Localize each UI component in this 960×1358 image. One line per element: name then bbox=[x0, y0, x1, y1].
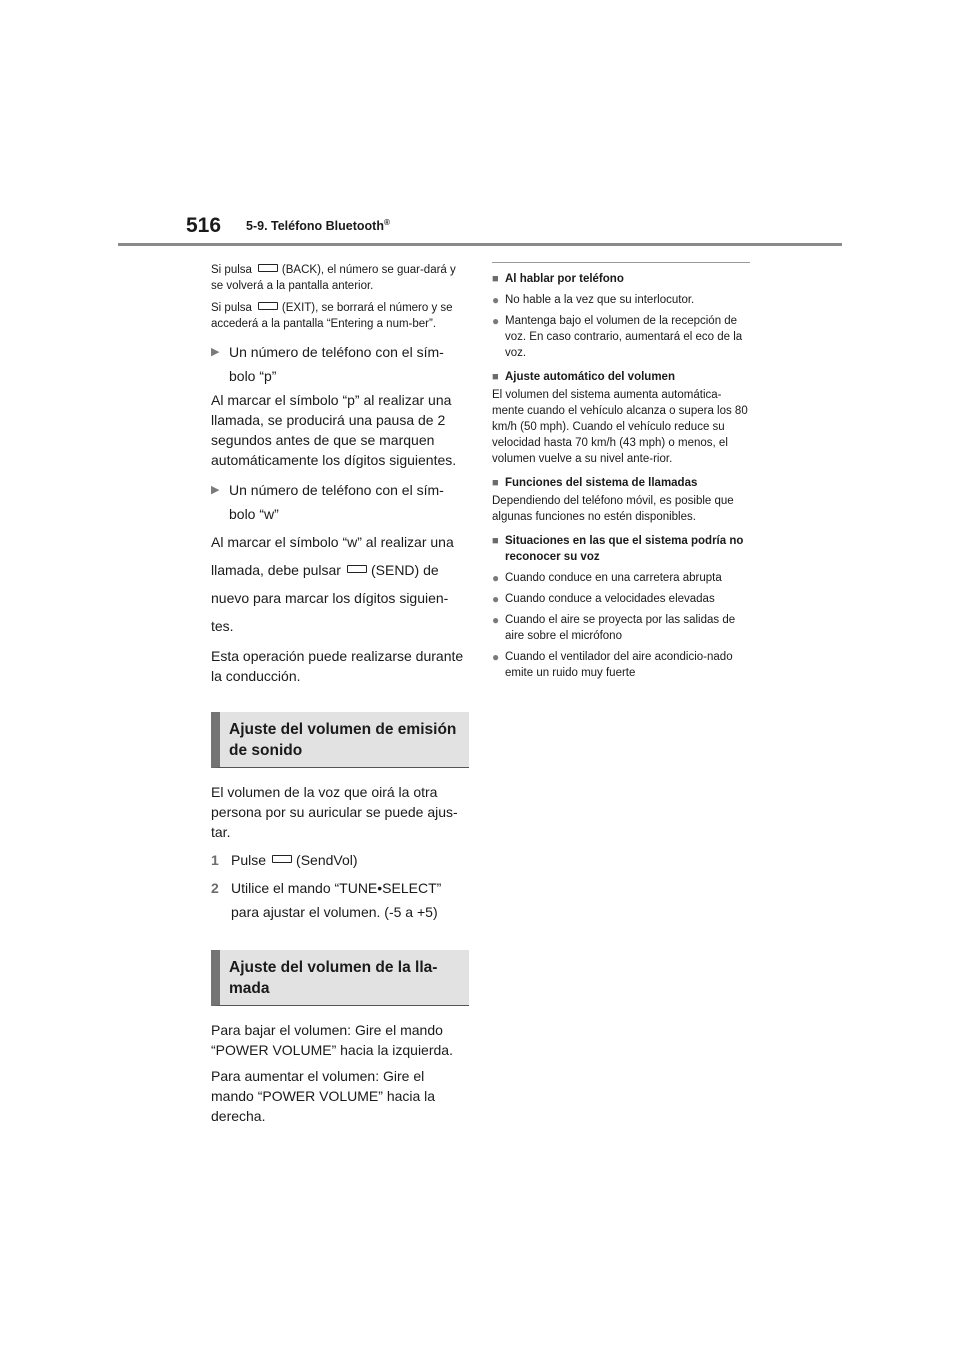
send-button-icon bbox=[347, 565, 367, 573]
call-volume-body-2: Para aumentar el volumen: Gire el mando “POWER VOLUME” hacia la derecha. bbox=[211, 1068, 436, 1124]
p-symbol-item bbox=[211, 340, 469, 388]
w-symbol-title: Un número de teléfono con el sím-bolo “w” bbox=[229, 482, 444, 522]
circle-bullet-icon: ● bbox=[492, 293, 500, 307]
p-symbol-title: Un número de teléfono con el sím-bolo “p” bbox=[229, 344, 444, 384]
w-body-pre: Al marcar el símbolo “w” al realizar una llamada, debe pulsar bbox=[211, 534, 454, 578]
p-symbol-body: Al marcar el símbolo “p” al realizar una llamada, se producirá una pausa de 2 segundos antes de que se marquen automáticamente los dígitos siguientes. bbox=[211, 392, 457, 468]
back-button-icon bbox=[258, 264, 278, 272]
heading-call-volume: Ajuste del volumen de la lla-mada bbox=[211, 950, 469, 1006]
note-paragraph: El volumen del sistema aumenta automática-mente cuando el vehículo alcanza o supera los 80 km/h (50 mph). Cuando el vehículo reduce su velocidad hasta 70 km/h (43 mph) o menos, el volumen vuelve a su nivel ante-rior. bbox=[492, 389, 748, 465]
square-bullet-icon: ■ bbox=[492, 273, 499, 285]
registered-mark: ® bbox=[383, 218, 390, 227]
heading-send-volume: Ajuste del volumen de emisión de sonido bbox=[211, 712, 469, 768]
note-bullet bbox=[492, 612, 750, 644]
w-body-post: (SEND) de nuevo para marcar los dígitos siguien-tes. bbox=[211, 562, 449, 634]
step-number: 1 bbox=[211, 852, 219, 868]
sendvol-button-icon bbox=[272, 855, 292, 863]
back-note-post: (BACK), el número se guar-dará y se volverá a la pantalla anterior. bbox=[211, 264, 456, 292]
note-bullet bbox=[492, 591, 750, 607]
w-symbol-body bbox=[211, 528, 469, 640]
circle-bullet-icon: ● bbox=[492, 592, 500, 606]
note-bullet bbox=[492, 292, 750, 308]
exit-note-pre: Si pulsa bbox=[211, 302, 252, 314]
note-heading bbox=[492, 271, 750, 287]
step1-post: (SendVol) bbox=[296, 852, 358, 868]
square-bullet-icon: ■ bbox=[492, 535, 499, 547]
square-bullet-icon: ■ bbox=[492, 371, 499, 383]
note-heading-text: Situaciones en las que el sistema podría no reconocer su voz bbox=[505, 535, 744, 563]
column-rule bbox=[492, 262, 750, 263]
note-heading-text: Al hablar por teléfono bbox=[505, 273, 624, 285]
circle-bullet-icon: ● bbox=[492, 314, 500, 328]
note-heading-text: Ajuste automático del volumen bbox=[505, 371, 675, 383]
note-heading bbox=[492, 369, 750, 385]
exit-button-icon bbox=[258, 302, 278, 310]
right-column bbox=[492, 262, 750, 686]
section-title-text: 5-9. Teléfono Bluetooth bbox=[246, 219, 384, 234]
note-bullet-text: Cuando el ventilador del aire acondicio-nado emite un ruido muy fuerte bbox=[505, 651, 733, 679]
back-note bbox=[211, 262, 469, 294]
page-number: 516 bbox=[186, 214, 222, 237]
note-bullet-text: No hable a la vez que su interlocutor. bbox=[505, 294, 695, 306]
left-column bbox=[211, 262, 469, 1132]
back-note-pre: Si pulsa bbox=[211, 264, 252, 276]
note-bullet-text: Cuando conduce en una carretera abrupta bbox=[505, 572, 722, 584]
note-bullet bbox=[492, 313, 750, 361]
square-bullet-icon: ■ bbox=[492, 477, 499, 489]
step-1 bbox=[211, 848, 469, 872]
note-heading bbox=[492, 475, 750, 491]
w-symbol-item bbox=[211, 478, 469, 526]
note-paragraph: Dependiendo del teléfono móvil, es posible que algunas funciones no estén disponibles. bbox=[492, 495, 734, 523]
note-bullet bbox=[492, 570, 750, 586]
note-heading-text: Funciones del sistema de llamadas bbox=[505, 477, 698, 489]
header-rule bbox=[118, 243, 842, 246]
note-heading bbox=[492, 533, 750, 565]
triangle-bullet-icon: ▶ bbox=[211, 346, 220, 358]
circle-bullet-icon: ● bbox=[492, 571, 500, 585]
step-number: 2 bbox=[211, 880, 219, 896]
step2-text: Utilice el mando “TUNE•SELECT” para ajustar el volumen. (-5 a +5) bbox=[231, 880, 442, 920]
circle-bullet-icon: ● bbox=[492, 650, 500, 664]
triangle-bullet-icon: ▶ bbox=[211, 484, 220, 496]
step-2 bbox=[211, 876, 469, 924]
exit-note bbox=[211, 300, 469, 332]
call-volume-body-1: Para bajar el volumen: Gire el mando “POWER VOLUME” hacia la izquierda. bbox=[211, 1022, 453, 1058]
send-volume-body: El volumen de la voz que oirá la otra persona por su auricular se puede ajus-tar. bbox=[211, 784, 458, 840]
exit-note-post: (EXIT), se borrará el número y se accederá a la pantalla “Entering a num-ber”. bbox=[211, 302, 453, 330]
section-title bbox=[246, 218, 390, 233]
note-bullet-text: Cuando conduce a velocidades elevadas bbox=[505, 593, 715, 605]
step1-pre: Pulse bbox=[231, 852, 267, 868]
w-symbol-body-2: Esta operación puede realizarse durante la conducción. bbox=[211, 648, 464, 684]
circle-bullet-icon: ● bbox=[492, 613, 500, 627]
note-bullet bbox=[492, 649, 750, 681]
note-bullet-text: Cuando el aire se proyecta por las salidas de aire sobre el micrófono bbox=[505, 614, 736, 642]
note-bullet-text: Mantenga bajo el volumen de la recepción de voz. En caso contrario, aumentará el eco de la voz. bbox=[505, 315, 743, 359]
